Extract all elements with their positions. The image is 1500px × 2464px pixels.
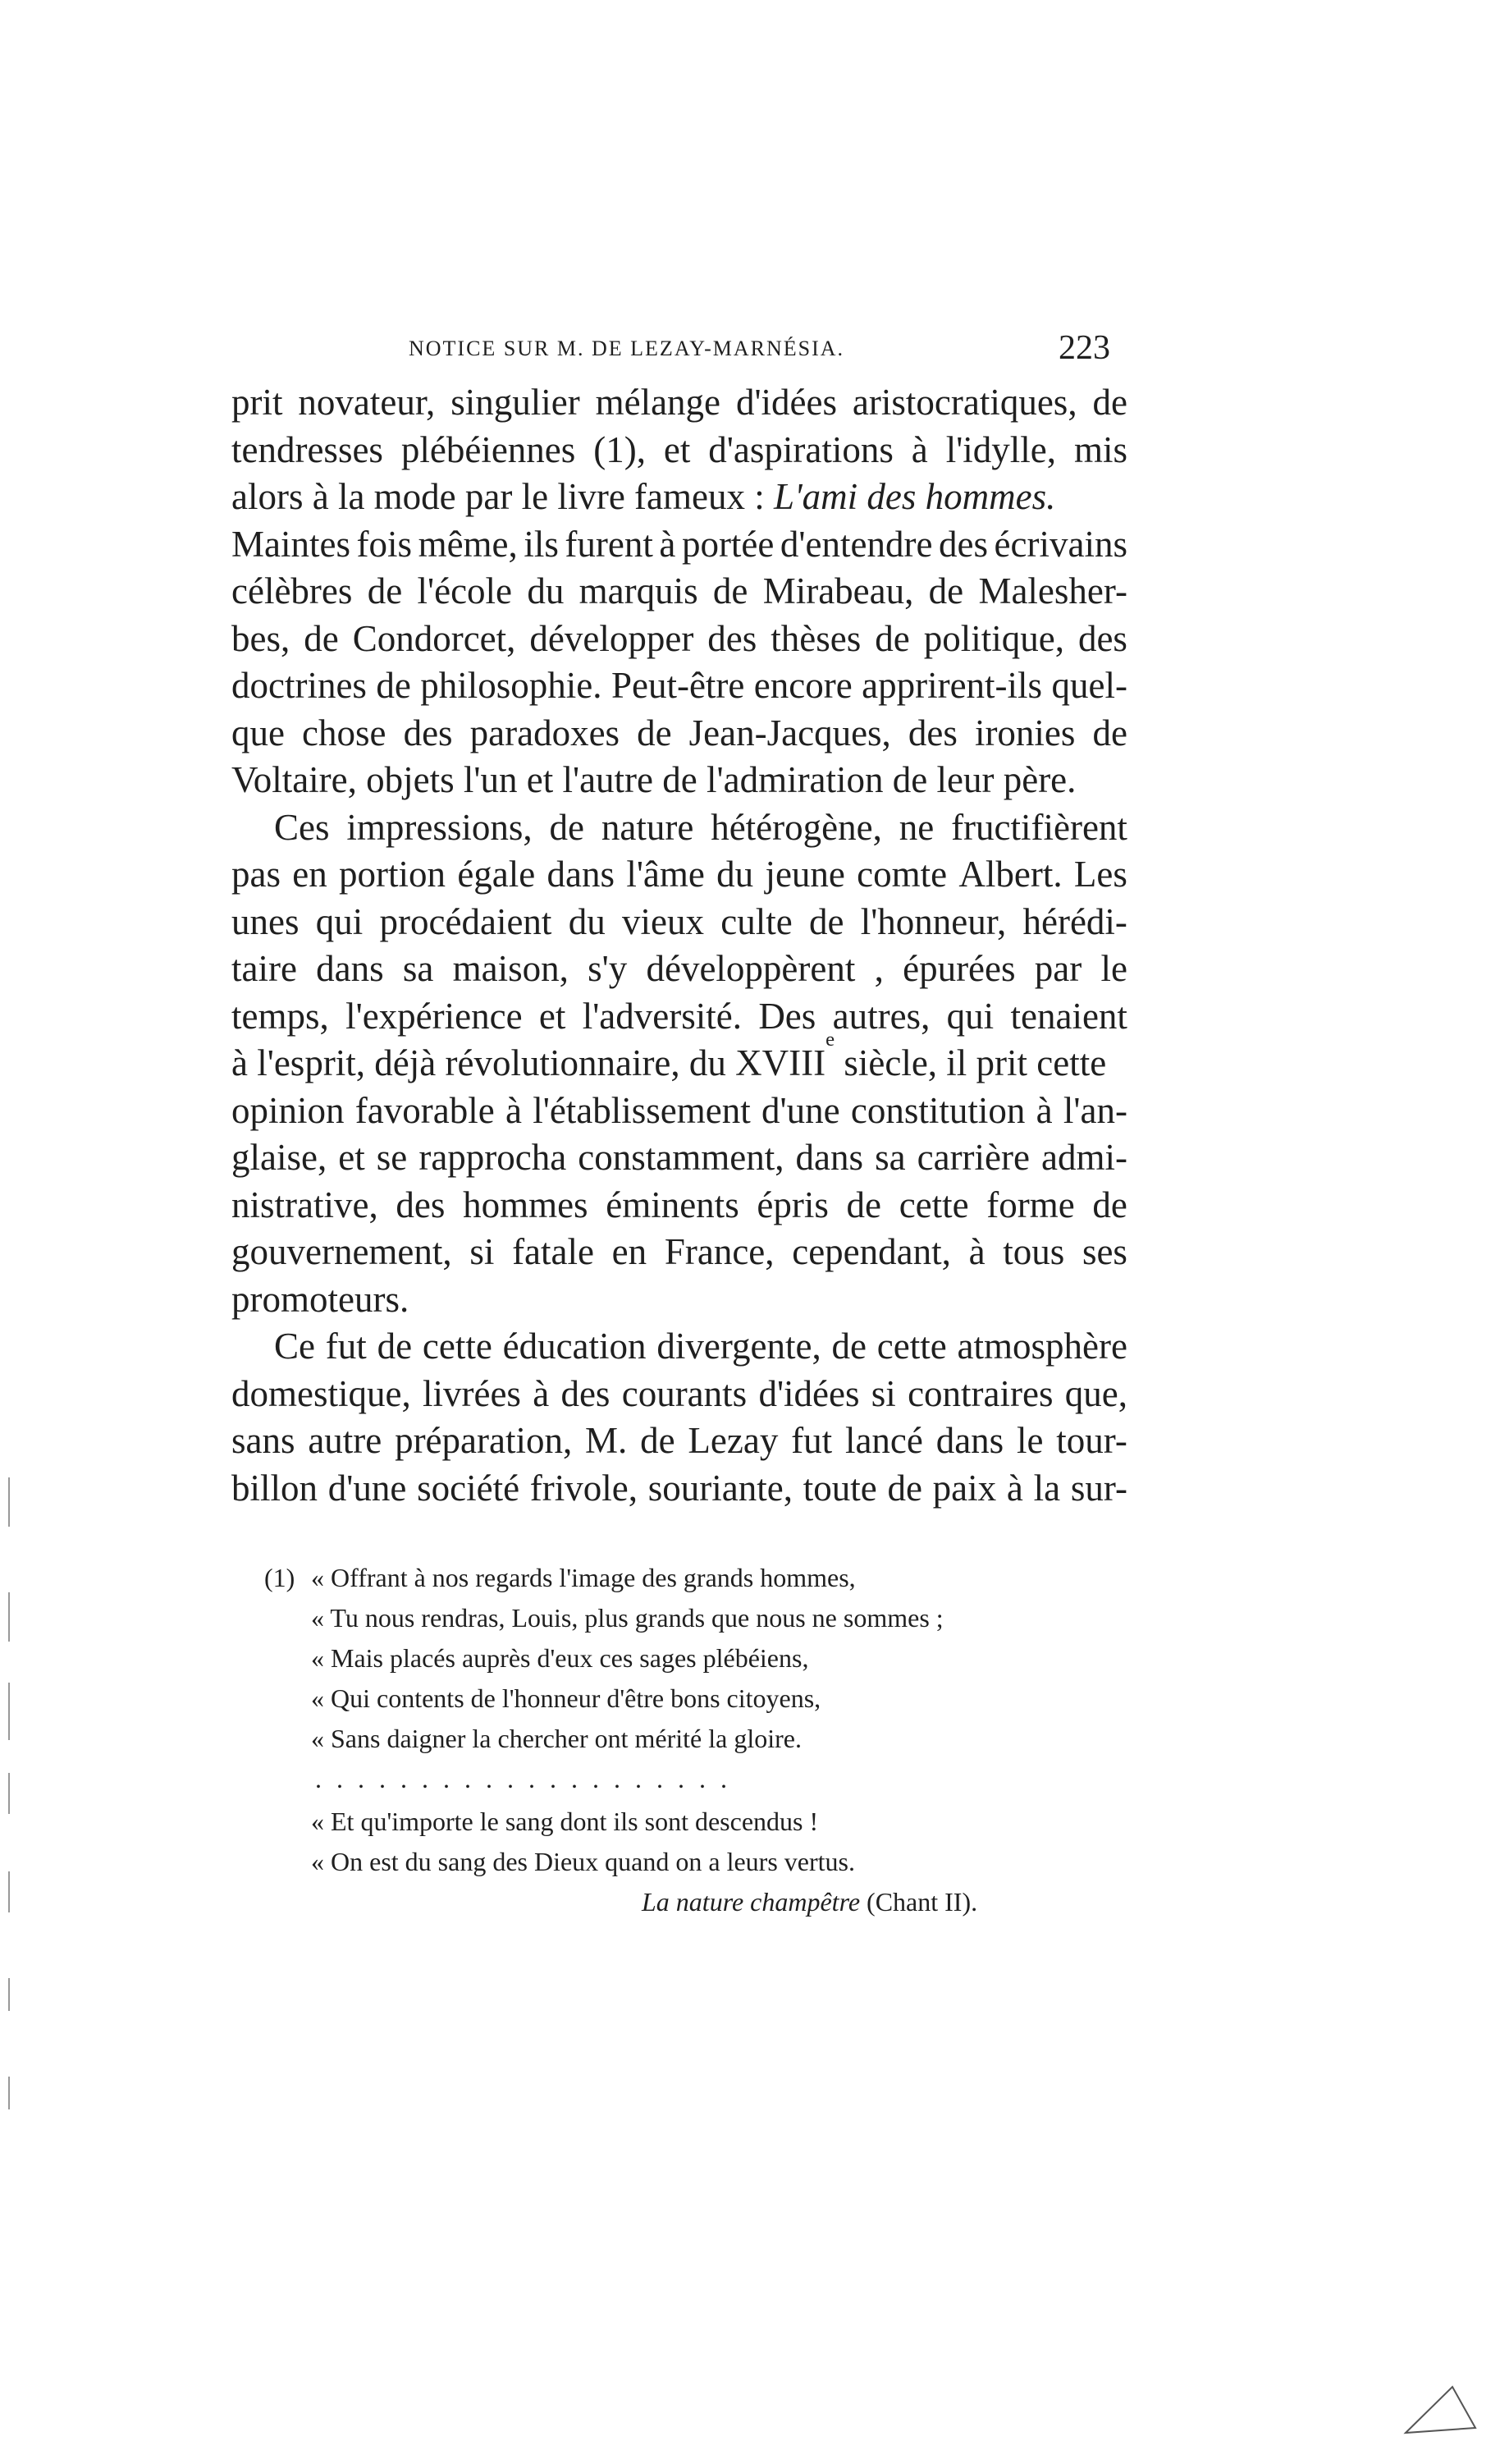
word: épris [757,1184,829,1225]
word: fatale [512,1231,594,1272]
footnote-line: (1) « Offrant à nos regards l'image des grands hommes, [264,1558,1085,1598]
word: éminents [606,1184,739,1225]
word: Les [1073,854,1127,895]
text-line [231,616,1127,663]
word: philosophie. [420,665,602,706]
footnote-marker: (1) [264,1563,295,1592]
word: s'y [588,948,628,989]
word: portion [339,854,446,895]
word: lancé [844,1420,923,1461]
scan-mark [8,1592,10,1642]
word: thèses [771,617,862,659]
word: cependant, [792,1231,951,1272]
word: ils [524,523,559,565]
text-line [231,379,1127,427]
text-line [231,1134,1127,1182]
word: cette [899,1184,969,1225]
word: de [549,806,584,848]
word: M. [585,1420,628,1461]
word: à [659,523,676,565]
word: de [831,1326,867,1367]
word: de [887,1467,922,1509]
word: toute [803,1467,877,1509]
word: fut [325,1326,367,1367]
word: de [875,617,910,659]
word: que, [1064,1372,1127,1414]
word: de [928,570,964,611]
word: singulier [450,382,580,423]
footnote-line: « Tu nous rendras, Louis, plus grands que nous ne sommes ; [311,1603,944,1633]
word: l'établissement [533,1089,751,1131]
word: sa [875,1137,906,1178]
word: impressions, [346,806,533,848]
word: Maintes [231,523,350,565]
word: mélange [595,382,721,423]
word: éducation [502,1326,647,1367]
word: Albert. [958,854,1063,895]
word: dans [795,1137,864,1178]
word: le [1100,948,1127,989]
text-line [231,521,1127,569]
text-line: Voltaire, objets l'un et l'autre de l'admiration de leur père. [231,759,1077,800]
word: se [376,1137,408,1178]
word: Ces [274,806,330,848]
pencil-mark-icon [1402,2380,1484,2438]
word: à [1036,1089,1053,1131]
word: autres, [832,995,931,1037]
word: l'idylle, [945,428,1057,470]
word: en [292,854,327,895]
word: France, [664,1231,775,1272]
word: et [538,995,566,1037]
source-detail: (Chant II). [867,1887,978,1917]
word: billon [231,1467,318,1509]
word: pas [231,854,281,895]
word: furent [565,523,653,565]
word: de [808,900,844,942]
word: d'aspirations [708,428,894,470]
word: développèrent [646,948,856,989]
word: à [911,428,928,470]
text-line [231,993,1127,1041]
word: des [1077,617,1127,659]
scan-mark [8,2077,10,2109]
word: quel- [1051,665,1127,706]
word: constamment, [578,1137,784,1178]
word: souriante, [647,1467,793,1509]
word: l'an- [1063,1089,1127,1131]
word: de [637,712,672,753]
word: apprirent-ils [862,665,1043,706]
text-line [231,1088,1127,1135]
text-line [231,1229,1127,1276]
word: préparation, [395,1420,573,1461]
word: (1), [593,428,646,470]
word: forme [986,1184,1075,1225]
word: des [707,617,757,659]
word: en [611,1231,647,1272]
word: à [505,1089,522,1131]
word: admi- [1041,1137,1127,1178]
paragraph-start [231,1323,1127,1371]
text-line [231,662,1127,710]
text-line [231,1417,1127,1465]
word: de [640,1420,675,1461]
word: de [376,665,411,706]
word: fut [791,1420,833,1461]
word: l'adversité. [582,995,742,1037]
word: développer [529,617,694,659]
word: sur- [1070,1467,1127,1509]
word: paradoxes [469,712,620,753]
word: Lezay [688,1420,779,1461]
word: l'honneur, [860,900,1007,942]
word: sans [231,1420,295,1461]
word: de [1092,382,1127,423]
page-header [409,328,1110,378]
word: d'idées [758,1372,860,1414]
text-line [231,946,1127,993]
word: novateur, [298,382,436,423]
word: atmosphère [957,1326,1127,1367]
word: d'idées [735,382,838,423]
body-text [231,379,1127,1512]
word: ses [1082,1231,1127,1272]
word: hommes [463,1184,588,1225]
word: encore [753,665,853,706]
word: courants [621,1372,748,1414]
word: la [1033,1467,1061,1509]
word: taire [231,948,297,989]
scan-mark [8,1871,10,1912]
word: chose [302,712,386,753]
scan-mark [8,1683,10,1740]
word: de [377,1326,413,1367]
word: de [846,1184,882,1225]
word: à [533,1372,550,1414]
word: et [663,428,691,470]
word: de [1092,1184,1127,1225]
word: frivole, [529,1467,638,1509]
word: glaise, [231,1137,327,1178]
word: dans [546,854,615,895]
scan-mark [8,1773,10,1814]
word: et [338,1137,365,1178]
word: à [968,1231,986,1272]
word: mis [1073,428,1127,470]
word: qui [946,995,995,1037]
word: doctrines [231,665,367,706]
word: qui [315,900,364,942]
word: du [527,570,565,611]
word: si [871,1372,896,1414]
word: domestique, [231,1372,411,1414]
running-title: NOTICE SUR M. DE LEZAY-MARNÉSIA. [409,337,845,360]
footnote-line: « Sans daigner la chercher ont mérité la gloire. [311,1724,802,1753]
word: vieux [621,900,704,942]
text-line [231,851,1127,899]
text-line: promoteurs. [231,1278,409,1320]
word: même, [418,523,518,565]
footnote-source [264,1882,1085,1922]
word: des [403,712,453,753]
word: Peut-être [611,665,745,706]
word: dans [316,948,384,989]
text-line [231,1182,1127,1230]
word: opinion [231,1089,345,1131]
word: l'école [417,570,513,611]
word: d'une [327,1467,407,1509]
word: de [712,570,748,611]
word: d'entendre [780,523,933,565]
word: tour- [1056,1420,1127,1461]
word: l'expérience [345,995,523,1037]
word: unes [231,900,300,942]
word: marquis [579,570,698,611]
book-title: L'ami des hommes. [773,476,1056,517]
word: Des [758,995,816,1037]
word: portée [681,523,775,565]
word: ne [899,806,935,848]
word: des [938,523,988,565]
word: temps, [231,995,329,1037]
word: cette [876,1326,947,1367]
word: des [560,1372,611,1414]
text-line [231,899,1127,946]
word: nistrative, [231,1184,378,1225]
word: tous [1003,1231,1065,1272]
word: culte [720,900,793,942]
word: par [1034,948,1082,989]
word: Mirabeau, [762,570,914,611]
paragraph-start [231,804,1127,852]
word: écrivains [994,523,1127,565]
word: jeune [765,854,845,895]
word: le [1017,1420,1044,1461]
word: dans [935,1420,1004,1461]
word: l'âme [626,854,705,895]
word: tenaient [1010,995,1127,1037]
text-line [231,427,1127,474]
word: politique, [923,617,1064,659]
word: comte [857,854,948,895]
word: bes, [231,617,290,659]
word: de [1092,712,1127,753]
word: fructifièrent [951,806,1127,848]
word: constitution [850,1089,1026,1131]
word: Jean-Jacques, [688,712,891,753]
footnote-line: « Et qu'importe le sang dont ils sont descendus ! [311,1807,819,1836]
word: que [231,712,285,753]
word: célèbres [231,570,353,611]
word: autre [308,1420,382,1461]
footnote [264,1558,1085,1922]
word: plébéiennes [400,428,576,470]
word: ironies [974,712,1076,753]
scan-mark [8,1978,10,2011]
word: divergente, [656,1326,821,1367]
word: contraires [908,1372,1054,1414]
word: du [568,900,606,942]
text-line [231,1465,1127,1513]
word: livrées [422,1372,521,1414]
word: favorable [354,1089,495,1131]
word: hétérogène, [711,806,882,848]
word: maison, [452,948,569,989]
word: carrière [917,1137,1030,1178]
word: si [469,1231,495,1272]
word: des [908,712,958,753]
word: hérédi- [1022,900,1127,942]
word: Condorcet, [352,617,516,659]
word: tendresses [231,428,383,470]
word: fois [356,523,413,565]
word: procédaient [379,900,552,942]
page-number: 223 [1059,329,1110,367]
text-line: alors à la mode par le livre fameux : L'ami des hommes. [231,474,1127,521]
footnote-line: « On est du sang des Dieux quand on a leurs vertus. [311,1847,855,1876]
text-line [231,1371,1127,1418]
text-line [231,710,1127,758]
text-line: à l'esprit, déjà révolutionnaire, du XVIII e siècle, il prit cette [231,1028,1107,1083]
word: à [1006,1467,1023,1509]
word: nature [601,806,694,848]
word: paix [932,1467,997,1509]
word: de [367,570,403,611]
word: Ce [274,1326,315,1367]
word: Malesher- [978,570,1127,611]
word: du [716,854,754,895]
footnote-ellipsis: .................... [315,1764,742,1793]
word: des [396,1184,446,1225]
footnote-line: « Mais placés auprès d'eux ces sages plébéiens, [311,1643,809,1673]
word: prit [231,382,283,423]
word: aristocratiques, [852,382,1077,423]
word: épurées [903,948,1016,989]
footnote-line: « Qui contents de l'honneur d'être bons citoyens, [311,1683,821,1713]
word: gouvernement, [231,1231,452,1272]
word: égale [457,854,536,895]
word: société [417,1467,520,1509]
word: cette [422,1326,492,1367]
word: , [874,948,884,989]
word: de [304,617,339,659]
word: d'une [761,1089,840,1131]
scan-mark [8,1477,10,1527]
source-title: La nature champêtre [642,1887,861,1917]
text-line [231,568,1127,616]
word: rapprocha [418,1137,567,1178]
word: sa [402,948,434,989]
